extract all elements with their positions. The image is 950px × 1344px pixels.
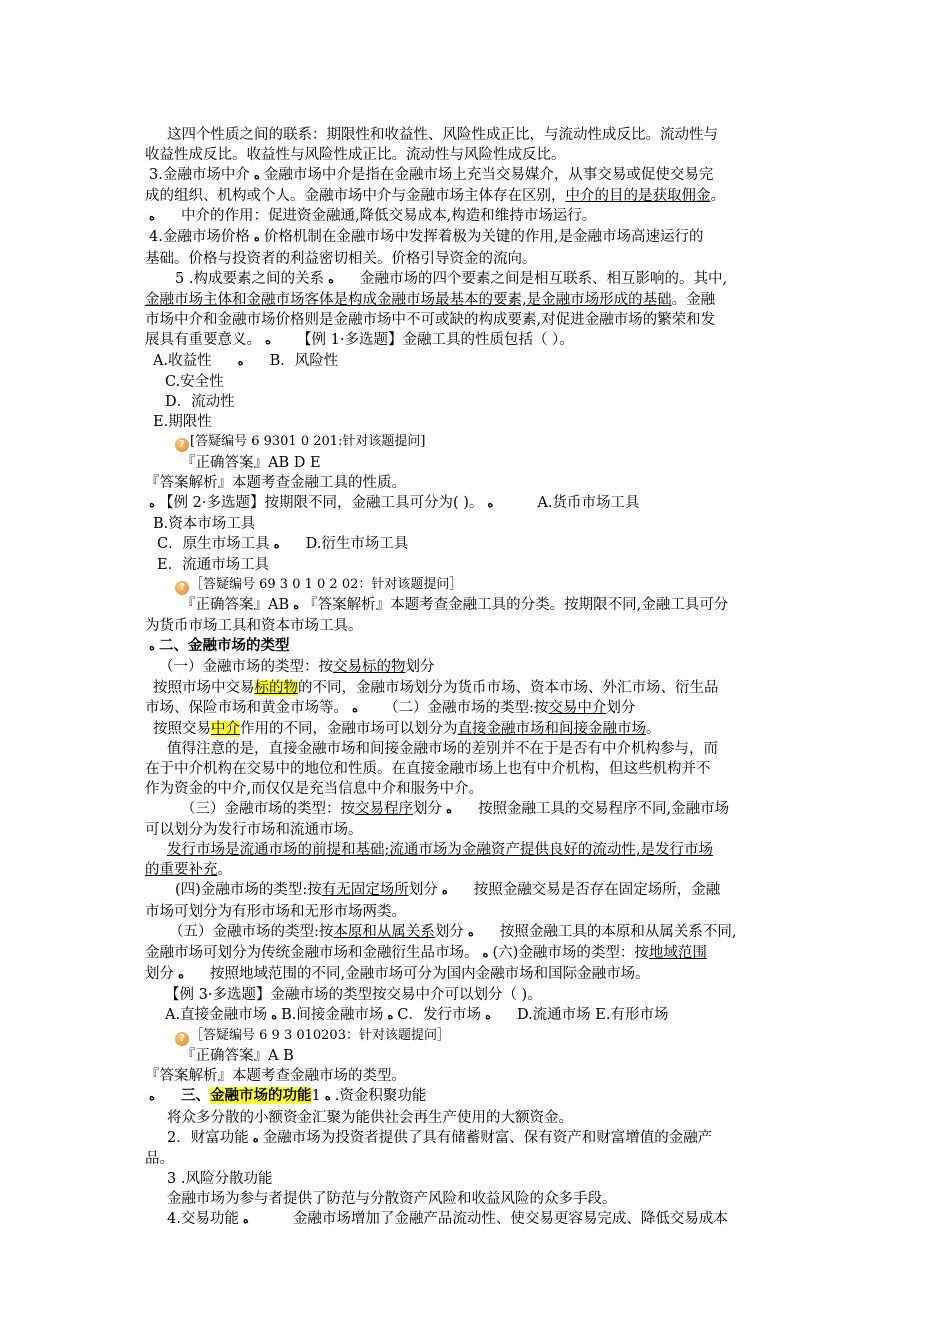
marker-icon: ه (242, 1212, 249, 1226)
marker-icon: ه (468, 925, 474, 939)
option-line: A.直接金融市场 ه B.间接金融市场 ه C．发行市场 ه D.流通市场 E.有形市场 (145, 1005, 810, 1026)
marker-icon: ه (446, 803, 452, 817)
para-line: 这四个性质之间的联系：期限性和收益性、风险性成正比，与流动性成反比。流动性与 (167, 127, 718, 143)
marker-icon: ه (271, 1009, 277, 1023)
marker-icon: ه (149, 210, 155, 224)
subsection-heading: （一）金融市场的类型：按交易标的物划分 (159, 659, 435, 676)
para-line: 金融市场可划分为传统金融市场和金融衍生品市场。 ه (六)金融市场的类型：按地域范围 (145, 943, 810, 964)
para-line: ه 中介的作用：促进资金融通,降低交易成本,构造和维持市场运行。 (145, 206, 810, 227)
para-line: 划分 ه 按照地域范围的不同,金融市场可分为国内金融市场和国际金融市场。 (145, 964, 810, 985)
question-icon: ? (175, 581, 189, 595)
marker-icon: ه (265, 333, 271, 347)
section-heading: ه 三、金融市场的功能1 ه .资金积聚功能 (145, 1086, 810, 1107)
marker-icon: ه (328, 272, 334, 286)
para-line: 的重要补充。 (145, 862, 232, 879)
para-line: 按照市场中交易标的物的不同，金融市场划分为货币市场、资本市场、外汇市场、衍生品 (153, 679, 719, 696)
marker-icon: ه (293, 599, 300, 613)
para-line: 市场中介和金融市场价格则是金融市场中不可或缺的构成要素,对促进金融市场的繁荣和发 (145, 311, 716, 328)
para-line: ه 【例 2·多选题】按期限不同，金融工具可分为( )。 ه A.货币市场工具 (145, 493, 810, 514)
option-line: E．流通市场工具 (157, 556, 270, 573)
answer-line: 『正确答案』AB D E (181, 454, 321, 471)
marker-icon: ه (252, 1131, 259, 1145)
marker-icon: ه (237, 355, 244, 369)
para-line: 发行市场是流通市场的前提和基础;流通市场为金融资产提供良好的流动性,是发行市场 (167, 842, 713, 859)
para-line: 市场、保险市场和黄金市场等。 ه （二）金融市场的类型:按交易中介划分 (145, 698, 810, 719)
para-line: 收益性成反比。收益性与风险性成正比。流动性与风险性成反比。 (145, 147, 566, 164)
answer-line: 为货币市场工具和资本市场工具。 (145, 618, 363, 635)
option-line: A.收益性 ه B．风险性 (145, 351, 810, 372)
para-line: 基础。价格与投资者的利益密切相关。价格引导资金的流向。 (145, 250, 537, 267)
document-page (145, 125, 810, 1230)
option-line: E.期限性 (153, 414, 212, 431)
para-line: 按照交易中介作用的不同，金融市场可以划分为直接金融市场和间接金融市场。 (153, 720, 661, 737)
marker-icon: ه (253, 169, 260, 183)
para-line: （五）金融市场的类型:按本原和从属关系划分 ه 按照金融工具的本原和从属关系不同, (145, 922, 810, 943)
para-line: 金融市场为参与者提供了防范与分散资产风险和收益风险的众多手段。 (167, 1190, 617, 1207)
para-line: 在于中介机构在交易中的地位和性质。在直接金融市场上也有中介机构，但这些机构并不 (145, 760, 711, 777)
para-line: 【例 3·多选题】金融市场的类型按交易中介可以划分（ )。 (165, 986, 542, 1003)
para-line: 品。 (145, 1150, 174, 1167)
section-heading: ه 二、金融市场的类型 (145, 636, 810, 657)
para-line: 金融市场主体和金融市场客体是构成金融市场最基本的要素,是金融市场形成的基础。金融 (145, 291, 716, 308)
marker-icon: ه (149, 496, 155, 510)
option-line: D．流动性 (165, 394, 235, 411)
para-line: (四)金融市场的类型:按有无固定场所划分 ه 按照金融交易是否存在固定场所，金融 (145, 880, 810, 901)
marker-icon: ه (441, 884, 448, 898)
marker-icon: ه (253, 231, 260, 245)
question-link[interactable]: ? [答疑编号 6 9301 0 201:针对该题提问] (145, 432, 810, 452)
question-icon: ? (175, 1032, 189, 1046)
answer-line: 『答案解析』本题考查金融市场的类型。 (145, 1068, 406, 1085)
para-line: 4.交易功能 ه 金融市场增加了金融产品流动性、使交易更容易完成、降低交易成本 (145, 1209, 810, 1230)
para-line: 可以划分为发行市场和流通市场。 (145, 822, 363, 839)
answer-line: 『答案解析』本题考查金融工具的性质。 (145, 474, 406, 491)
question-link[interactable]: ? ［答疑编号 6 9 3 010203：针对该题提问］ (145, 1026, 810, 1046)
marker-icon: ه (149, 1090, 155, 1104)
marker-icon: ه (178, 967, 184, 981)
marker-icon: ه (273, 537, 280, 551)
para-line: 3.金融市场中介 ه 金融市场中介是指在金融市场上充当交易媒介，从事交易或促使交易完 (145, 165, 810, 186)
para-line: 5 .构成要素之间的关系 ه 金融市场的四个要素之间是相互联系、相互影响的。其中, (145, 269, 810, 290)
para-line: 作为资金的中介,而仅仅是充当信息中介和服务中介。 (145, 781, 484, 797)
answer-line: 『正确答案』AB ه 『答案解析』本题考查金融工具的分类。按期限不同,金融工具可分 (145, 595, 810, 616)
para-line: 展具有重要意义。 ه 【例 1·多选题】金融工具的性质包括（ ）。 (145, 330, 810, 351)
question-link[interactable]: ? ［答疑编号 69 3 0 1 0 2 02：针对该题提问］ (145, 575, 810, 595)
answer-line: 『正确答案』A B (181, 1048, 294, 1065)
option-line: C.安全性 (165, 374, 224, 391)
marker-icon: ه (482, 946, 489, 960)
question-icon: ? (175, 438, 189, 452)
para-line: 值得注意的是，直接金融市场和间接金融市场的差别并不在于是否有中介机构参与，而 (167, 740, 718, 757)
para-line: 成的组织、机构或个人。金融市场中介与金融市场主体存在区别，中介的目的是获取佣金。 (145, 188, 725, 205)
marker-icon: ه (149, 640, 155, 654)
para-line: 4.金融市场价格 ه 价格机制在金融市场中发挥着极为关键的作用,是金融市场高速运行的 (145, 227, 810, 248)
para-line: （三）金融市场的类型：按交易程序划分 ه 按照金融工具的交易程序不同,金融市场 (145, 799, 810, 820)
marker-icon: ه (487, 496, 494, 510)
para-line: 2．财富功能 ه 金融市场为投资者提供了具有储蓄财富、保有资产和财富增值的金融产 (145, 1128, 810, 1149)
marker-icon: ه (352, 701, 358, 715)
option-line: C．原生市场工具 ه D.衍生市场工具 (145, 534, 810, 555)
para-line: 市场可划分为有形市场和无形市场两类。 (145, 903, 406, 920)
marker-icon: ه (387, 1009, 394, 1023)
marker-icon: ه (485, 1009, 491, 1023)
marker-icon: ه (324, 1090, 331, 1104)
para-line: 将众多分散的小额资金汇聚为能供社会再生产使用的大额资金。 (167, 1109, 573, 1126)
para-line: 3 .风险分散功能 (167, 1170, 273, 1187)
option-line: B.资本市场工具 (153, 515, 256, 532)
